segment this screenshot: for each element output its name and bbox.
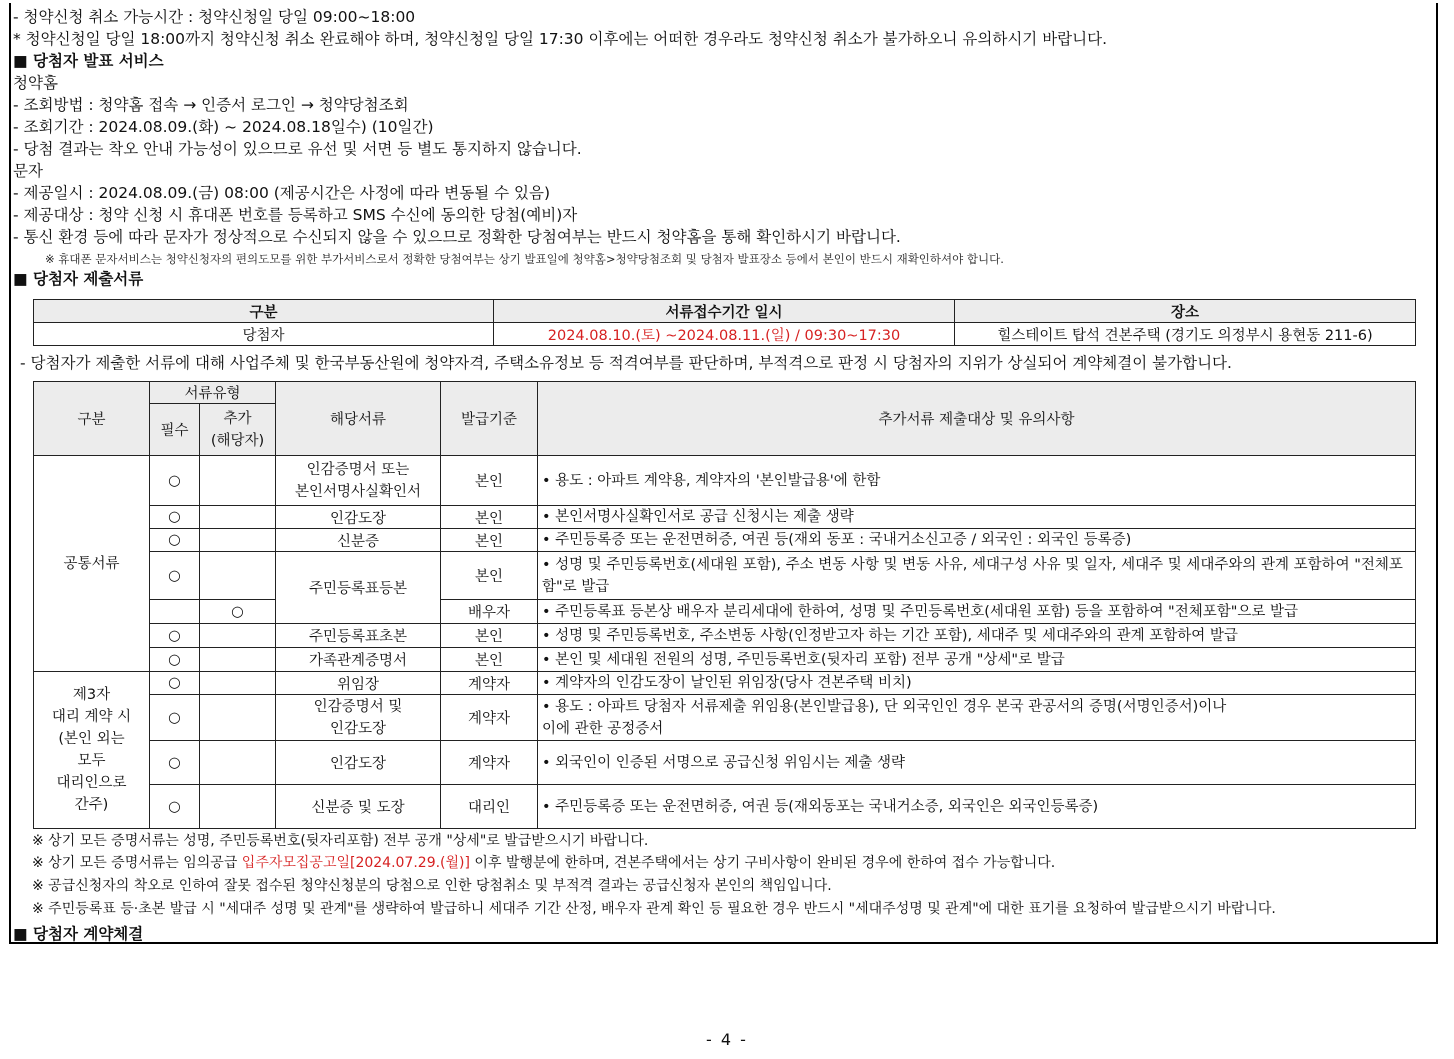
text-line: - 조회기간 : 2024.08.09.(화) ~ 2024.08.18일수) (10일간) [13,118,434,136]
table-row-doc: 인감도장 [276,741,441,785]
table-cell [200,695,276,741]
group-cell: 공통서류 [34,456,150,672]
required-mark: ○ [150,741,200,785]
required-mark: ○ [150,506,200,529]
table-row-note: • 계약자의 인감도장이 날인된 위임장(당사 견본주택 비치) [538,672,1416,695]
table-header: 추가 (해당자) [200,404,276,456]
table-header: 서류유형 [150,382,276,404]
note-text: 이후 발행분에 한하며, 견본주택에서는 상기 구비사항이 완비된 경우에 한하여 접수 가능합니다. [469,855,1056,871]
table-row-note: • 본인서명사실확인서로 공급 신청시는 제출 생략 [538,506,1416,529]
text-line: - 당첨 결과는 착오 안내 가능성이 있으므로 유선 및 서면 등 별도 통지하지 않습니다. [13,140,582,158]
required-mark: ○ [150,695,200,741]
required-mark: ○ [150,624,200,648]
required-mark: ○ [150,456,200,506]
table-header: 필수 [150,404,200,456]
table-row-basis: 본인 [441,456,538,506]
table-row-note: • 본인 및 세대원 전원의 성명, 주민등록번호(뒷자리 포함) 전부 공개 "상세"로 발급 [538,648,1416,672]
table-header: 장소 [955,300,1416,323]
text-line: * 청약신청일 당일 18:00까지 청약신청 취소 완료해야 하며, 청약신청일 당일 17:30 이후에는 어떠한 경우라도 청약신청 취소가 불가하오니 유의하시기 바랍니다. [13,30,1108,48]
group-cell: 제3자 대리 계약 시 (본인 외는 모두 대리인으로 간주) [34,672,150,829]
text-line: - 조회방법 : 청약홈 접속 → 인증서 로그인 → 청약당첨조회 [13,96,409,114]
table-row-note: • 용도 : 아파트 당첨자 서류제출 위임용(본인발급용), 단 외국인인 경우 본국 관공서의 증명(서명인증서)이나 이에 관한 공정증서 [538,695,1416,741]
table-row-doc: 주민등록표초본 [276,624,441,648]
text-line: - 통신 환경 등에 따라 문자가 정상적으로 수신되지 않을 수 있으므로 정확한 당첨여부는 반드시 청약홈을 통해 확인하시기 바랍니다. [13,228,901,246]
section-heading: ■ 당첨자 계약체결 [13,925,144,943]
table-cell [200,648,276,672]
table-row-doc: 가족관계증명서 [276,648,441,672]
table-cell [200,456,276,506]
table-cell [200,552,276,600]
table-row-doc: 위임장 [276,672,441,695]
text-line: - 제공일시 : 2024.08.09.(금) 08:00 (제공시간은 사정에 따라 변동될 수 있음) [13,184,551,202]
required-mark: ○ [150,648,200,672]
table-cell [200,672,276,695]
table-row-note: • 용도 : 아파트 계약용, 계약자의 '본인발급용'에 한함 [538,456,1416,506]
text-line: 청약홈 [13,74,58,92]
text-line: - 제공대상 : 청약 신청 시 휴대폰 번호를 등록하고 SMS 수신에 동의한 당첨(예비)자 [13,206,578,224]
table-row-note: • 주민등록증 또는 운전면허증, 여권 등(재외 동포 : 국내거소신고증 / 외국인 : 외국인 등록증) [538,529,1416,552]
section-heading: ■ 당첨자 발표 서비스 [13,52,164,70]
table-cell [150,600,200,624]
table-row-note: • 외국인이 인증된 서명으로 공급신청 위임시는 제출 생략 [538,741,1416,785]
table-row-basis: 계약자 [441,695,538,741]
table-row-doc: 신분증 [276,529,441,552]
table-row-basis: 본인 [441,648,538,672]
table-cell [200,785,276,829]
table-row-basis: 본인 [441,506,538,529]
text-line: - 청약신청 취소 가능시간 : 청약신청일 당일 09:00~18:00 [13,8,416,26]
table-row-doc: 인감도장 [276,506,441,529]
table-row-doc: 인감증명서 및 인감도장 [276,695,441,741]
required-mark: ○ [150,529,200,552]
note-line: ※ 주민등록표 등·초본 발급 시 "세대주 성명 및 관계"를 생략하여 발급하니 세대주 기간 산정, 배우자 관계 확인 등 필요한 경우 반드시 "세대주성명 및 관계"에 대한 표기를 요청하여 발급받으시기 바랍니다. [32,901,1276,917]
table-header: 구분 [34,382,150,456]
required-mark: ○ [150,785,200,829]
documents-table [33,381,1416,829]
table-row-note: • 성명 및 주민등록번호, 주소변동 사항(인정받고자 하는 기간 포함), 세대주 및 세대주와의 관계 포함하여 발급 [538,624,1416,648]
text-line: 문자 [13,162,43,180]
note-date: 입주자모집공고일[2024.07.29.(월)] [241,855,470,871]
table-row-doc: 신분증 및 도장 [276,785,441,829]
section-heading: ■ 당첨자 제출서류 [13,270,144,288]
required-mark: ○ [150,552,200,600]
table-cell [200,624,276,648]
table-row-doc: 주민등록표등본 [276,552,441,624]
table-header: 서류접수기간 일시 [494,300,955,323]
table-row-note: • 성명 및 주민등록번호(세대원 포함), 주소 변동 사항 및 변동 사유, 세대구성 사유 및 일자, 세대주 및 세대주와의 관계 포함하여 "전체포함"로 발급 [538,552,1416,600]
table-row-basis: 본인 [441,624,538,648]
note-line: ※ 공급신청자의 착오로 인하여 잘못 접수된 청약신청분의 당첨으로 인한 당첨취소 및 부적격 결과는 공급신청자 본인의 책임입니다. [32,878,832,894]
table-row-note: • 주민등록표 등본상 배우자 분리세대에 한하여, 성명 및 주민등록번호(세대원 포함) 등을 포함하여 "전체포함"으로 발급 [538,600,1416,624]
table-row-basis: 본인 [441,552,538,600]
required-mark: ○ [150,672,200,695]
table-row-basis: 대리인 [441,785,538,829]
table-row-basis: 배우자 [441,600,538,624]
note-line: ※ 상기 모든 증명서류는 성명, 주민등록번호(뒷자리포함) 전부 공개 "상세"로 발급받으시기 바랍니다. [32,833,649,849]
table-row-basis: 계약자 [441,741,538,785]
page-number: - 4 - [706,1030,748,1049]
table-cell-date: 2024.08.10.(토) ~2024.08.11.(일) / 09:30~17:30 [494,323,955,346]
table-header: 발급기준 [441,382,538,456]
table-cell: 당첨자 [34,323,494,346]
table-cell [200,506,276,529]
table-row-note: • 주민등록증 또는 운전면허증, 여권 등(재외동포는 국내거소증, 외국인은 외국인등록증) [538,785,1416,829]
table-header: 해당서류 [276,382,441,456]
text-line: - 당첨자가 제출한 서류에 대해 사업주체 및 한국부동산원에 청약자격, 주택소유정보 등 적격여부를 판단하며, 부적격으로 판정 시 당첨자의 지위가 상실되어 계약체결이 불가합니다. [20,354,1232,372]
table-header: 추가서류 제출대상 및 유의사항 [538,382,1416,456]
submission-schedule-table [33,299,1416,346]
table-cell [200,529,276,552]
table-row-basis: 본인 [441,529,538,552]
table-header: 구분 [34,300,494,323]
note-text: ※ 상기 모든 증명서류는 임의공급 [32,855,242,871]
note-line [32,853,1055,873]
table-cell [200,741,276,785]
additional-mark: ○ [200,600,276,624]
table-cell: 힐스테이트 탑석 견본주택 (경기도 의정부시 용현동 211-6) [955,323,1416,346]
note-line: ※ 휴대폰 문자서비스는 청약신청자의 편의도모를 위한 부가서비스로서 정확한 당첨여부는 상기 발표일에 청약홈>청약당첨조회 및 당첨자 발표장소 등에서 본인이 반드시 재확인하셔야 합니다. [45,252,1004,266]
table-row-basis: 계약자 [441,672,538,695]
table-row-doc: 인감증명서 또는 본인서명사실확인서 [276,456,441,506]
